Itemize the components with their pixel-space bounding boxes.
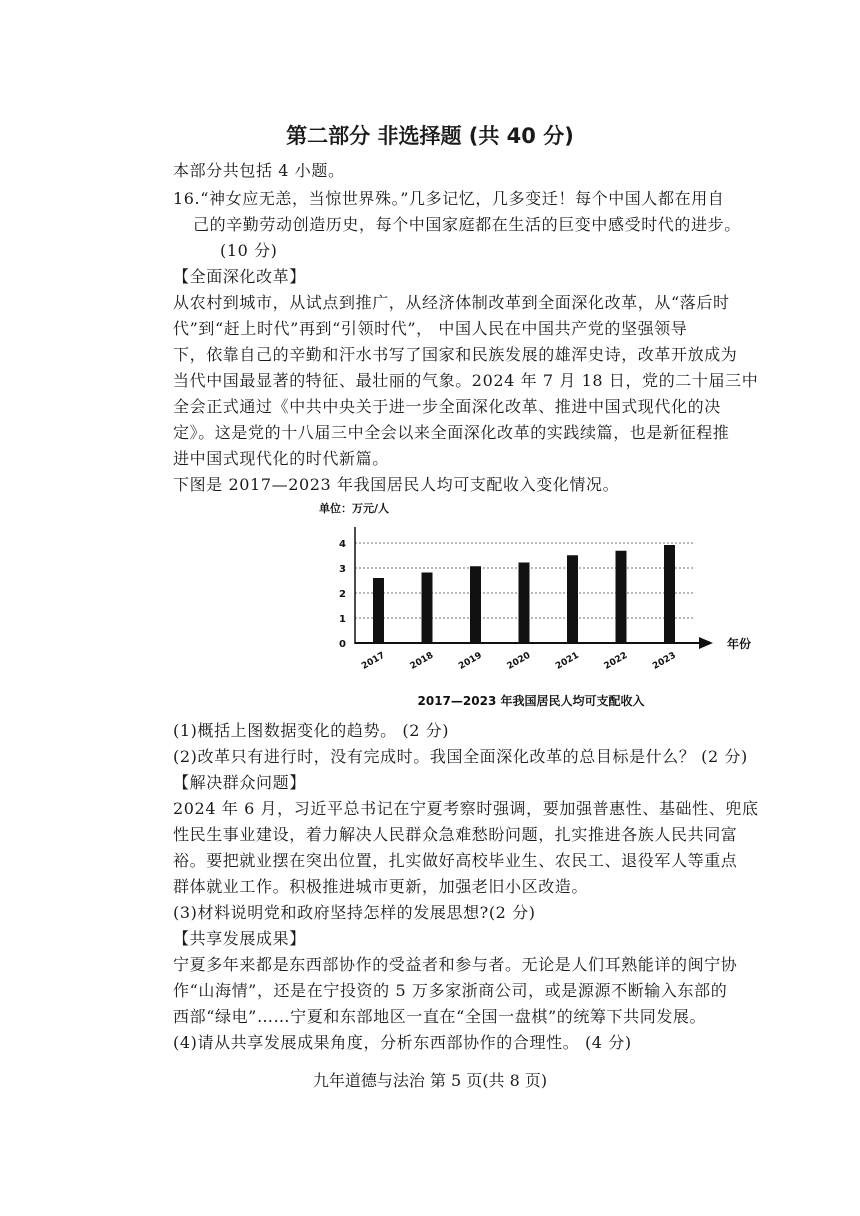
- question-4: (4)请从共享发展成果角度，分析东西部协作的合理性。 (4 分): [173, 1033, 632, 1052]
- bar: [422, 573, 433, 644]
- question-1: (1)概括上图数据变化的趋势。 (2 分): [173, 721, 450, 740]
- people-line: 群体就业工作。积极推进城市更新，加强老旧小区改造。: [173, 877, 589, 896]
- q16-points: (10 分): [220, 241, 278, 260]
- x-tick-label: 2023: [651, 650, 678, 672]
- reform-line: 全会正式通过《中共中央关于进一步全面深化改革、推进中国式现代化的决: [173, 397, 721, 416]
- share-heading: 【共享发展成果】: [173, 929, 306, 948]
- x-tick-label: 2019: [457, 650, 484, 672]
- people-line: 2024 年 6 月，习近平总书记在宁夏考察时强调，要加强普惠性、基础性、兜底: [173, 799, 759, 818]
- income-chart-svg: [313, 497, 752, 712]
- reform-line: 进中国式现代化的时代新篇。: [173, 449, 389, 468]
- q16-line-2: 己的辛勤劳动创造历史，每个中国家庭都在生活的巨变中感受时代的进步。: [193, 215, 741, 234]
- reform-line: 定》。这是党的十八届三中全会以来全面深化改革的实践续篇，也是新征程推: [173, 423, 730, 442]
- reform-heading: 【全面深化改革】: [173, 267, 306, 286]
- y-tick-label: 4: [339, 539, 346, 550]
- chart-y-ticks: [339, 539, 346, 650]
- bar: [664, 545, 675, 643]
- y-tick-label: 0: [339, 639, 346, 650]
- bar: [373, 578, 384, 643]
- bar: [616, 551, 627, 643]
- x-tick-label: 2022: [602, 650, 630, 672]
- question-2: (2)改革只有进行时，没有完成时。我国全面深化改革的总目标是什么？ (2 分): [173, 747, 748, 766]
- chart-unit-label: 单位：万元/人: [319, 502, 390, 515]
- chart-bars: [373, 545, 675, 643]
- chart-title: 2017—2023 年我国居民人均可支配收入: [417, 694, 645, 708]
- share-line: 宁夏多年来都是东西部协作的受益者和参与者。无论是人们耳熟能详的闽宁协: [173, 955, 738, 974]
- reform-line: 从农村到城市，从试点到推广，从经济体制改革到全面深化改革，从“落后时: [173, 293, 730, 312]
- x-tick-label: 2017: [360, 650, 387, 672]
- bar: [519, 563, 530, 644]
- x-tick-label: 2021: [554, 650, 581, 672]
- people-line: 性民生事业建设，着力解决人民群众急难愁盼问题，扎实推进各族人民共同富: [173, 825, 738, 844]
- reform-line: 下，依靠自己的辛勤和汗水书写了国家和民族发展的雄浑史诗，改革开放成为: [173, 345, 738, 364]
- q16-line-1: 16.“神女应无恙，当惊世界殊。”几多记忆，几多变迁！每个中国人都在用自: [173, 189, 725, 208]
- people-line: 裕。要把就业摆在突出位置，扎实做好高校毕业生、农民工、退役军人等重点: [173, 851, 738, 870]
- x-axis-arrow: [699, 637, 713, 649]
- share-line: 作“山海情”，还是在宁投资的 5 万多家浙商公司，或是源源不断输入东部的: [173, 981, 728, 1000]
- reform-line: 代”到“赶上时代”再到“引领时代”， 中国人民在中国共产党的坚强领导: [173, 319, 688, 338]
- chart-intro: 下图是 2017—2023 年我国居民人均可支配收入变化情况。: [173, 475, 620, 494]
- chart-x-ticks: [360, 651, 678, 672]
- income-chart: [313, 497, 752, 712]
- chart-xlabel: 年份: [727, 637, 752, 651]
- x-tick-label: 2020: [505, 650, 533, 672]
- y-tick-label: 3: [339, 564, 346, 575]
- bar: [567, 555, 578, 643]
- share-line: 西部“绿电”……宁夏和东部地区一直在“全国一盘棋”的统筹下共同发展。: [173, 1007, 707, 1026]
- section-title: 第二部分 非选择题 (共 40 分): [286, 124, 574, 148]
- intro-text: 本部分共包括 4 小题。: [173, 161, 345, 180]
- y-tick-label: 1: [339, 614, 346, 625]
- bar: [470, 566, 481, 643]
- y-tick-label: 2: [339, 589, 346, 600]
- page-footer: 九年道德与法治 第 5 页(共 8 页): [312, 1071, 548, 1090]
- question-3: (3)材料说明党和政府坚持怎样的发展思想?(2 分): [173, 903, 536, 922]
- reform-line: 当代中国最显著的特征、最壮丽的气象。2024 年 7 月 18 日，党的二十届三中: [173, 371, 759, 390]
- people-heading: 【解决群众问题】: [173, 773, 306, 792]
- x-tick-label: 2018: [408, 650, 436, 672]
